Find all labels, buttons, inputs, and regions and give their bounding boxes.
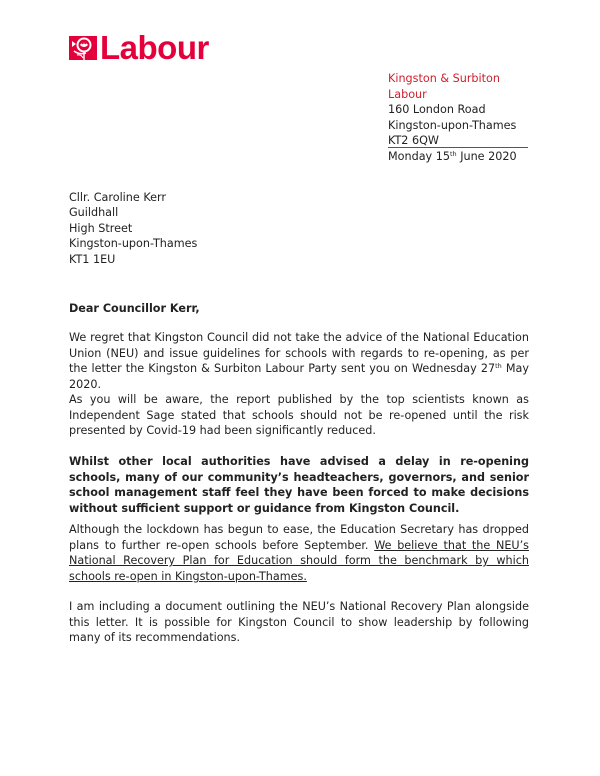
paragraph-5: I am including a document outlining the NEU’s National Recovery Plan alongside this letter. It is possible for Kingston Council to show leadership by following many of its recommendations. bbox=[69, 600, 529, 645]
recipient-line3: Kingston-upon-Thames bbox=[69, 237, 198, 251]
sender-address bbox=[388, 71, 528, 165]
sender-address-line1: 160 London Road bbox=[388, 103, 486, 117]
logo-text: Labour bbox=[100, 29, 209, 66]
paragraph-1: We regret that Kingston Council did not take the advice of the National Education Union (NEU) and issue guidelines for schools with regards to re-opening, as per the letter the Kingston & Surbiton Labour Party sent you on Wednesday 27th May 2020. bbox=[69, 331, 530, 391]
underlined-statement: We believe that the NEU’s National Recovery Plan for Education should form the benchmark by which schools re-open in Kingston-upon-Thames. bbox=[69, 538, 529, 583]
paragraph-4: Although the lockdown has begun to ease, the Education Secretary has dropped plans to further re-open schools before September. We believe that the NEU’s National Recovery Plan for Education should form the benchmark by which schools re-open in Kingston-upon-Thames. bbox=[69, 523, 529, 583]
letter-date: Monday 15th June 2020 bbox=[388, 149, 517, 163]
recipient-address bbox=[69, 190, 197, 267]
paragraph-3: Whilst other local authorities have advised a delay in re-opening schools, many of our community’s headteachers, governors, and senior school management staff feel they have been forced to make decisions without sufficient support or guidance from Kingston Council. bbox=[69, 455, 529, 515]
labour-logo bbox=[68, 30, 209, 66]
sender-organisation: Kingston & Surbiton Labour bbox=[388, 72, 500, 101]
sender-postcode: KT2 6QW bbox=[388, 134, 439, 148]
sender-address-line2: Kingston-upon-Thames bbox=[388, 118, 517, 132]
rose-icon bbox=[68, 33, 98, 63]
paragraph-2: As you will be aware, the report published by the top scientists known as Independent Sage stated that schools should not be re-opened until the risk presented by Covid-19 had been significantly reduced. bbox=[69, 393, 529, 438]
recipient-line2: High Street bbox=[69, 221, 133, 235]
sender-divider bbox=[388, 147, 528, 148]
salutation: Dear Councillor Kerr, bbox=[69, 302, 200, 315]
recipient-postcode: KT1 1EU bbox=[69, 252, 116, 266]
recipient-line1: Guildhall bbox=[69, 206, 119, 220]
recipient-name: Cllr. Caroline Kerr bbox=[69, 191, 166, 204]
